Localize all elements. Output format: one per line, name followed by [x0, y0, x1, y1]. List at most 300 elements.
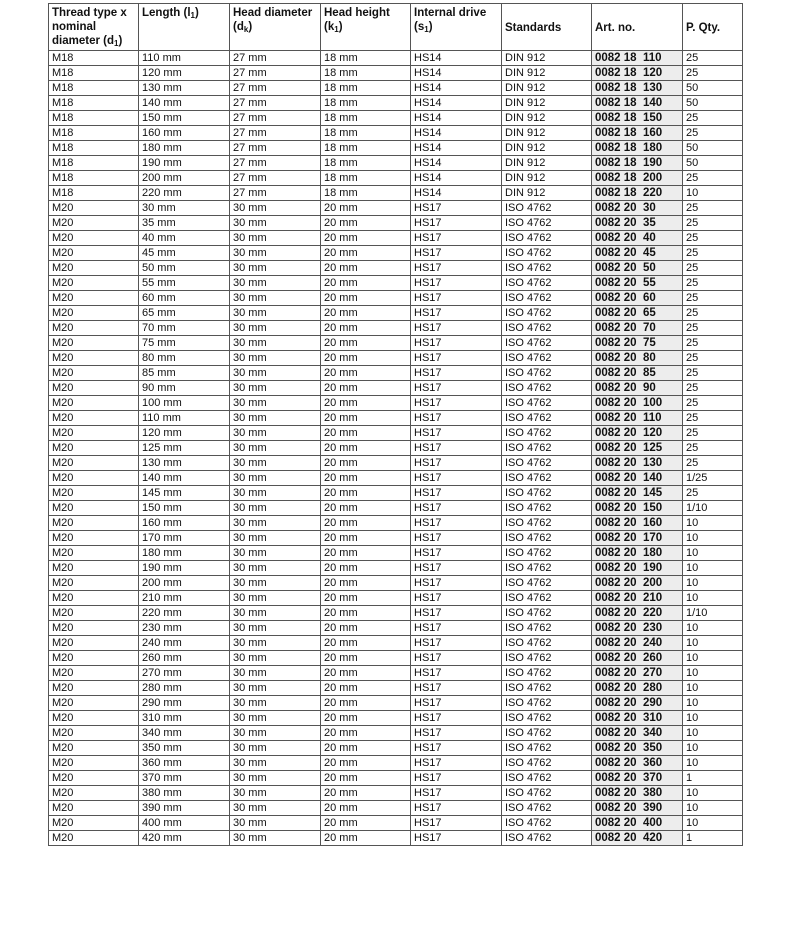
table-row [49, 441, 743, 456]
table-row [49, 771, 743, 786]
thread-cell: M20 [49, 531, 139, 546]
thread-cell: M20 [49, 651, 139, 666]
head-diameter-cell: 27 mm [230, 81, 321, 96]
pqty-cell: 1/10 [683, 606, 743, 621]
length-cell: 340 mm [139, 726, 230, 741]
head-height-cell: 20 mm [321, 621, 411, 636]
head-height-cell: 20 mm [321, 441, 411, 456]
standards-cell: ISO 4762 [502, 231, 592, 246]
thread-cell: M20 [49, 276, 139, 291]
head-height-cell: 18 mm [321, 186, 411, 201]
header-thread-end: ) [118, 35, 123, 47]
pqty-cell: 10 [683, 531, 743, 546]
length-cell: 45 mm [139, 246, 230, 261]
pqty-cell: 10 [683, 576, 743, 591]
table-row [49, 336, 743, 351]
head-diameter-cell: 30 mm [230, 801, 321, 816]
head-height-cell: 20 mm [321, 261, 411, 276]
standards-cell: DIN 912 [502, 96, 592, 111]
head-height-cell: 20 mm [321, 681, 411, 696]
head-diameter-cell: 30 mm [230, 426, 321, 441]
product-spec-table [48, 3, 743, 846]
head-height-cell: 18 mm [321, 171, 411, 186]
length-cell: 145 mm [139, 486, 230, 501]
art-no-cell: 0082 20 150 [592, 501, 683, 516]
length-cell: 60 mm [139, 291, 230, 306]
head-diameter-cell: 30 mm [230, 486, 321, 501]
standards-cell: DIN 912 [502, 66, 592, 81]
length-cell: 110 mm [139, 51, 230, 66]
internal-drive-cell: HS17 [411, 276, 502, 291]
head-height-cell: 20 mm [321, 576, 411, 591]
header-length-end: ) [195, 7, 199, 19]
internal-drive-cell: HS14 [411, 141, 502, 156]
header-head-height-sub: 1 [334, 25, 339, 34]
pqty-cell: 25 [683, 126, 743, 141]
table-row [49, 411, 743, 426]
length-cell: 160 mm [139, 516, 230, 531]
standards-cell: ISO 4762 [502, 471, 592, 486]
head-height-cell: 20 mm [321, 306, 411, 321]
length-cell: 55 mm [139, 276, 230, 291]
head-diameter-cell: 30 mm [230, 396, 321, 411]
thread-cell: M18 [49, 156, 139, 171]
art-no-cell: 0082 20 40 [592, 231, 683, 246]
table-row [49, 456, 743, 471]
standards-cell: DIN 912 [502, 186, 592, 201]
head-diameter-cell: 30 mm [230, 756, 321, 771]
header-head-height [321, 4, 411, 51]
head-diameter-cell: 30 mm [230, 501, 321, 516]
table-row [49, 756, 743, 771]
head-diameter-cell: 30 mm [230, 711, 321, 726]
length-cell: 280 mm [139, 681, 230, 696]
table-row [49, 81, 743, 96]
pqty-cell: 10 [683, 696, 743, 711]
head-diameter-cell: 27 mm [230, 66, 321, 81]
standards-cell: ISO 4762 [502, 426, 592, 441]
head-height-cell: 20 mm [321, 606, 411, 621]
pqty-cell: 10 [683, 186, 743, 201]
head-diameter-cell: 30 mm [230, 561, 321, 576]
internal-drive-cell: HS17 [411, 486, 502, 501]
length-cell: 80 mm [139, 351, 230, 366]
art-no-cell: 0082 20 130 [592, 456, 683, 471]
art-no-cell: 0082 20 30 [592, 201, 683, 216]
standards-cell: ISO 4762 [502, 621, 592, 636]
art-no-cell: 0082 20 85 [592, 366, 683, 381]
internal-drive-cell: HS17 [411, 561, 502, 576]
head-height-cell: 20 mm [321, 651, 411, 666]
standards-cell: ISO 4762 [502, 636, 592, 651]
internal-drive-cell: HS17 [411, 621, 502, 636]
table-row [49, 321, 743, 336]
standards-cell: ISO 4762 [502, 351, 592, 366]
table-row [49, 711, 743, 726]
head-height-cell: 20 mm [321, 591, 411, 606]
table-row [49, 786, 743, 801]
head-diameter-cell: 27 mm [230, 126, 321, 141]
pqty-cell: 10 [683, 816, 743, 831]
standards-cell: ISO 4762 [502, 546, 592, 561]
head-height-cell: 20 mm [321, 636, 411, 651]
internal-drive-cell: HS17 [411, 546, 502, 561]
art-no-cell: 0082 18 180 [592, 141, 683, 156]
table-row [49, 816, 743, 831]
standards-cell: ISO 4762 [502, 291, 592, 306]
pqty-cell: 1/25 [683, 471, 743, 486]
internal-drive-cell: HS17 [411, 456, 502, 471]
pqty-cell: 25 [683, 321, 743, 336]
art-no-cell: 0082 20 230 [592, 621, 683, 636]
pqty-cell: 50 [683, 81, 743, 96]
art-no-cell: 0082 18 110 [592, 51, 683, 66]
thread-cell: M20 [49, 201, 139, 216]
length-cell: 370 mm [139, 771, 230, 786]
art-no-cell: 0082 20 310 [592, 711, 683, 726]
internal-drive-cell: HS17 [411, 831, 502, 846]
standards-cell: DIN 912 [502, 141, 592, 156]
thread-cell: M20 [49, 741, 139, 756]
head-diameter-cell: 30 mm [230, 276, 321, 291]
head-diameter-cell: 27 mm [230, 186, 321, 201]
art-no-cell: 0082 20 420 [592, 831, 683, 846]
table-row [49, 261, 743, 276]
standards-cell: DIN 912 [502, 126, 592, 141]
internal-drive-cell: HS17 [411, 366, 502, 381]
thread-cell: M20 [49, 486, 139, 501]
length-cell: 310 mm [139, 711, 230, 726]
table-row [49, 396, 743, 411]
art-no-cell: 0082 20 360 [592, 756, 683, 771]
table-row [49, 666, 743, 681]
standards-cell: ISO 4762 [502, 486, 592, 501]
thread-cell: M20 [49, 726, 139, 741]
standards-cell: DIN 912 [502, 156, 592, 171]
internal-drive-cell: HS14 [411, 51, 502, 66]
head-height-cell: 20 mm [321, 396, 411, 411]
pqty-cell: 1 [683, 771, 743, 786]
pqty-cell: 25 [683, 231, 743, 246]
head-height-cell: 20 mm [321, 831, 411, 846]
art-no-cell: 0082 20 240 [592, 636, 683, 651]
internal-drive-cell: HS17 [411, 381, 502, 396]
length-cell: 65 mm [139, 306, 230, 321]
head-diameter-cell: 30 mm [230, 741, 321, 756]
length-cell: 260 mm [139, 651, 230, 666]
internal-drive-cell: HS17 [411, 636, 502, 651]
header-art-no-text: Art. no. [595, 22, 636, 34]
table-row [49, 591, 743, 606]
head-height-cell: 20 mm [321, 696, 411, 711]
head-diameter-cell: 30 mm [230, 636, 321, 651]
art-no-cell: 0082 20 75 [592, 336, 683, 351]
length-cell: 220 mm [139, 186, 230, 201]
pqty-cell: 25 [683, 441, 743, 456]
header-pqty-text: P. Qty. [686, 22, 721, 34]
length-cell: 30 mm [139, 201, 230, 216]
art-no-cell: 0082 20 160 [592, 516, 683, 531]
thread-cell: M20 [49, 666, 139, 681]
internal-drive-cell: HS17 [411, 246, 502, 261]
internal-drive-cell: HS17 [411, 606, 502, 621]
head-height-cell: 20 mm [321, 276, 411, 291]
head-height-cell: 18 mm [321, 141, 411, 156]
art-no-cell: 0082 20 350 [592, 741, 683, 756]
standards-cell: ISO 4762 [502, 531, 592, 546]
standards-cell: ISO 4762 [502, 591, 592, 606]
length-cell: 180 mm [139, 546, 230, 561]
length-cell: 270 mm [139, 666, 230, 681]
internal-drive-cell: HS17 [411, 261, 502, 276]
internal-drive-cell: HS17 [411, 741, 502, 756]
art-no-cell: 0082 20 210 [592, 591, 683, 606]
head-height-cell: 18 mm [321, 51, 411, 66]
length-cell: 100 mm [139, 396, 230, 411]
table-row [49, 171, 743, 186]
length-cell: 350 mm [139, 741, 230, 756]
header-head-diameter-sub: k [243, 25, 249, 34]
internal-drive-cell: HS17 [411, 351, 502, 366]
thread-cell: M18 [49, 81, 139, 96]
head-diameter-cell: 30 mm [230, 516, 321, 531]
table-row [49, 681, 743, 696]
pqty-cell: 10 [683, 711, 743, 726]
table-row [49, 501, 743, 516]
pqty-cell: 10 [683, 546, 743, 561]
head-height-cell: 20 mm [321, 426, 411, 441]
head-diameter-cell: 27 mm [230, 141, 321, 156]
thread-cell: M18 [49, 126, 139, 141]
length-cell: 360 mm [139, 756, 230, 771]
thread-cell: M20 [49, 576, 139, 591]
internal-drive-cell: HS17 [411, 201, 502, 216]
standards-cell: ISO 4762 [502, 396, 592, 411]
table-row [49, 486, 743, 501]
standards-cell: ISO 4762 [502, 681, 592, 696]
art-no-cell: 0082 20 35 [592, 216, 683, 231]
head-diameter-cell: 30 mm [230, 456, 321, 471]
head-diameter-cell: 30 mm [230, 786, 321, 801]
length-cell: 190 mm [139, 156, 230, 171]
head-diameter-cell: 30 mm [230, 261, 321, 276]
thread-cell: M20 [49, 801, 139, 816]
standards-cell: ISO 4762 [502, 246, 592, 261]
head-height-cell: 20 mm [321, 546, 411, 561]
table-row [49, 636, 743, 651]
thread-cell: M18 [49, 96, 139, 111]
thread-cell: M20 [49, 291, 139, 306]
header-length [139, 4, 230, 51]
head-height-cell: 20 mm [321, 801, 411, 816]
length-cell: 290 mm [139, 696, 230, 711]
pqty-cell: 10 [683, 651, 743, 666]
head-height-cell: 20 mm [321, 516, 411, 531]
table-row [49, 546, 743, 561]
art-no-cell: 0082 20 60 [592, 291, 683, 306]
thread-cell: M18 [49, 51, 139, 66]
thread-cell: M20 [49, 771, 139, 786]
internal-drive-cell: HS14 [411, 126, 502, 141]
thread-cell: M20 [49, 351, 139, 366]
header-internal-drive [411, 4, 502, 51]
standards-cell: DIN 912 [502, 111, 592, 126]
head-height-cell: 20 mm [321, 771, 411, 786]
table-row [49, 606, 743, 621]
standards-cell: ISO 4762 [502, 516, 592, 531]
length-cell: 150 mm [139, 111, 230, 126]
table-row [49, 726, 743, 741]
art-no-cell: 0082 20 220 [592, 606, 683, 621]
length-cell: 160 mm [139, 126, 230, 141]
art-no-cell: 0082 20 65 [592, 306, 683, 321]
pqty-cell: 10 [683, 591, 743, 606]
internal-drive-cell: HS17 [411, 291, 502, 306]
pqty-cell: 10 [683, 621, 743, 636]
pqty-cell: 25 [683, 426, 743, 441]
head-diameter-cell: 30 mm [230, 321, 321, 336]
thread-cell: M20 [49, 816, 139, 831]
thread-cell: M20 [49, 621, 139, 636]
spec-table-container [48, 3, 743, 846]
thread-cell: M20 [49, 456, 139, 471]
table-row [49, 381, 743, 396]
length-cell: 180 mm [139, 141, 230, 156]
length-cell: 220 mm [139, 606, 230, 621]
pqty-cell: 10 [683, 636, 743, 651]
internal-drive-cell: HS17 [411, 471, 502, 486]
length-cell: 380 mm [139, 786, 230, 801]
standards-cell: ISO 4762 [502, 816, 592, 831]
head-height-cell: 20 mm [321, 561, 411, 576]
head-diameter-cell: 30 mm [230, 531, 321, 546]
art-no-cell: 0082 18 190 [592, 156, 683, 171]
art-no-cell: 0082 20 120 [592, 426, 683, 441]
thread-cell: M20 [49, 381, 139, 396]
pqty-cell: 25 [683, 396, 743, 411]
pqty-cell: 10 [683, 786, 743, 801]
internal-drive-cell: HS17 [411, 816, 502, 831]
head-diameter-cell: 30 mm [230, 681, 321, 696]
standards-cell: ISO 4762 [502, 216, 592, 231]
thread-cell: M20 [49, 561, 139, 576]
table-row [49, 96, 743, 111]
pqty-cell: 25 [683, 201, 743, 216]
pqty-cell: 25 [683, 216, 743, 231]
table-row [49, 201, 743, 216]
length-cell: 130 mm [139, 81, 230, 96]
standards-cell: ISO 4762 [502, 441, 592, 456]
head-diameter-cell: 30 mm [230, 471, 321, 486]
thread-cell: M20 [49, 441, 139, 456]
head-height-cell: 20 mm [321, 486, 411, 501]
table-body [49, 51, 743, 846]
head-diameter-cell: 30 mm [230, 201, 321, 216]
table-row [49, 366, 743, 381]
thread-cell: M20 [49, 501, 139, 516]
pqty-cell: 10 [683, 756, 743, 771]
art-no-cell: 0082 20 370 [592, 771, 683, 786]
head-diameter-cell: 30 mm [230, 306, 321, 321]
art-no-cell: 0082 20 170 [592, 531, 683, 546]
internal-drive-cell: HS17 [411, 696, 502, 711]
table-row [49, 831, 743, 846]
standards-cell: ISO 4762 [502, 831, 592, 846]
table-row [49, 426, 743, 441]
pqty-cell: 10 [683, 741, 743, 756]
pqty-cell: 25 [683, 456, 743, 471]
internal-drive-cell: HS17 [411, 726, 502, 741]
head-diameter-cell: 30 mm [230, 831, 321, 846]
head-height-cell: 18 mm [321, 111, 411, 126]
thread-cell: M20 [49, 606, 139, 621]
thread-cell: M18 [49, 111, 139, 126]
internal-drive-cell: HS14 [411, 96, 502, 111]
art-no-cell: 0082 20 140 [592, 471, 683, 486]
header-internal-drive-text: Internal drive (s [414, 7, 487, 33]
pqty-cell: 10 [683, 561, 743, 576]
internal-drive-cell: HS17 [411, 756, 502, 771]
thread-cell: M20 [49, 711, 139, 726]
standards-cell: ISO 4762 [502, 666, 592, 681]
table-row [49, 246, 743, 261]
head-diameter-cell: 30 mm [230, 366, 321, 381]
head-diameter-cell: 30 mm [230, 291, 321, 306]
art-no-cell: 0082 18 120 [592, 66, 683, 81]
table-row [49, 306, 743, 321]
head-height-cell: 20 mm [321, 711, 411, 726]
length-cell: 140 mm [139, 471, 230, 486]
standards-cell: ISO 4762 [502, 711, 592, 726]
header-head-diameter [230, 4, 321, 51]
table-row [49, 156, 743, 171]
art-no-cell: 0082 20 110 [592, 411, 683, 426]
art-no-cell: 0082 20 100 [592, 396, 683, 411]
thread-cell: M20 [49, 321, 139, 336]
table-row [49, 471, 743, 486]
head-diameter-cell: 30 mm [230, 816, 321, 831]
header-internal-drive-sub: 1 [424, 25, 429, 34]
length-cell: 190 mm [139, 561, 230, 576]
standards-cell: ISO 4762 [502, 336, 592, 351]
length-cell: 240 mm [139, 636, 230, 651]
table-row [49, 111, 743, 126]
thread-cell: M18 [49, 171, 139, 186]
thread-cell: M18 [49, 186, 139, 201]
head-height-cell: 20 mm [321, 531, 411, 546]
table-row [49, 741, 743, 756]
internal-drive-cell: HS17 [411, 396, 502, 411]
thread-cell: M20 [49, 231, 139, 246]
head-height-cell: 20 mm [321, 246, 411, 261]
standards-cell: ISO 4762 [502, 771, 592, 786]
standards-cell: ISO 4762 [502, 726, 592, 741]
head-diameter-cell: 30 mm [230, 666, 321, 681]
art-no-cell: 0082 20 45 [592, 246, 683, 261]
head-diameter-cell: 30 mm [230, 576, 321, 591]
art-no-cell: 0082 20 270 [592, 666, 683, 681]
thread-cell: M20 [49, 306, 139, 321]
pqty-cell: 25 [683, 291, 743, 306]
art-no-cell: 0082 20 180 [592, 546, 683, 561]
head-height-cell: 20 mm [321, 741, 411, 756]
header-thread-sub: 1 [114, 39, 119, 48]
standards-cell: ISO 4762 [502, 321, 592, 336]
standards-cell: ISO 4762 [502, 651, 592, 666]
thread-cell: M20 [49, 336, 139, 351]
art-no-cell: 0082 20 90 [592, 381, 683, 396]
art-no-cell: 0082 20 80 [592, 351, 683, 366]
